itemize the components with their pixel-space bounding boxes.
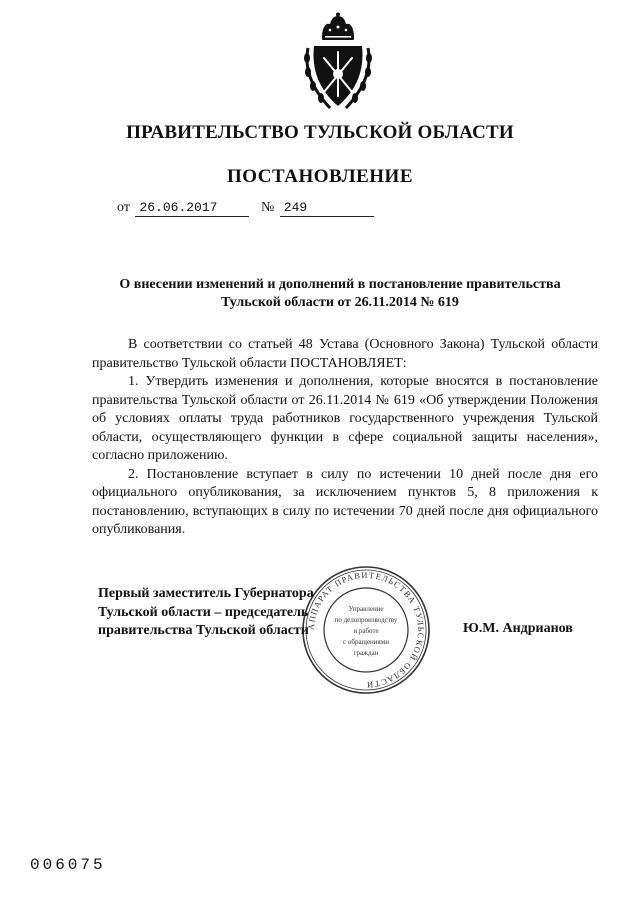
document-dateline (117, 200, 374, 217)
signatory-name: Ю.М. Андрианов (463, 621, 573, 636)
number-prefix: № (260, 200, 275, 215)
signatory-position (98, 585, 314, 641)
stamp-line: по делопроизводству (334, 616, 398, 624)
stamp-ring-text: АППАРАТ ПРАВИТЕЛЬСТВА ТУЛЬСКОЙ ОБЛАСТИ (305, 569, 427, 691)
position-line: Тульской области – председатель (98, 604, 309, 620)
document-number: 249 (280, 200, 374, 217)
position-line: правительства Тульской области (98, 623, 309, 638)
serial-number: 006075 (30, 856, 106, 874)
document-date: 26.06.2017 (135, 200, 249, 217)
tula-coat-of-arms-icon (300, 12, 376, 112)
stamp-line: граждан (353, 649, 379, 657)
subject-line: Тульской области от 26.11.2014 № 619 (221, 295, 459, 310)
document-subject (80, 276, 600, 312)
body-paragraph: 1. Утвердить изменения и дополнения, которые вносятся в постановление правительства Тульской области от 26.11.2014 № 619 «Об утверждении Положения об условиях оплаты труда работников государственного учреждения Тульской области, осуществляющего функции в сфере социальной защиты населения», согласно приложению. (92, 374, 598, 463)
stamp-line: с обращениями (343, 638, 389, 646)
stamp-line: и работе (353, 627, 379, 635)
position-line: Первый заместитель Губернатора (98, 586, 314, 601)
document-type: ПОСТАНОВЛЕНИЕ (226, 166, 414, 187)
official-stamp (300, 564, 432, 696)
body-paragraph: 2. Постановление вступает в силу по истечении 10 дней после дня его официального опубликования, за исключением пунктов 5, 8 приложения к постановлению, вступающих в силу по истечении 70 дней после дня официального опубликования. (92, 466, 598, 537)
body-paragraph: В соответствии со статьей 48 Устава (Основного Закона) Тульской области правительство Тульской области ПОСТАНОВЛЯЕТ: (92, 337, 598, 371)
stamp-line: Управление (348, 605, 384, 613)
government-title: ПРАВИТЕЛЬСТВО ТУЛЬСКОЙ ОБЛАСТИ (126, 122, 514, 143)
document-body (92, 336, 598, 540)
date-prefix: от (117, 200, 130, 215)
subject-line: О внесении изменений и дополнений в постановление правительства (119, 277, 561, 292)
